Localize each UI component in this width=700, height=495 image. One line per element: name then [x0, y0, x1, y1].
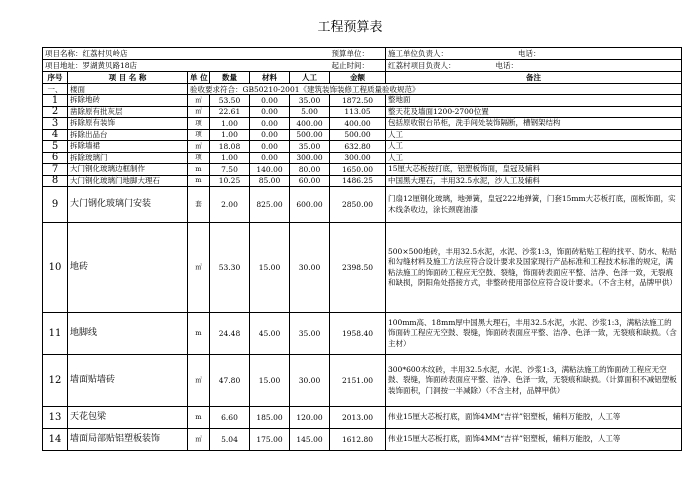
row-name: 拆除出品台: [68, 129, 188, 141]
row-qty: 53.50: [210, 95, 250, 107]
row-qty: 1.00: [210, 152, 250, 164]
row-name: 地脚线: [68, 313, 188, 355]
row-labor: 600.00: [290, 187, 330, 223]
row-labor: 60.00: [290, 175, 330, 187]
row-remark: 中国黑大理石，丰用32.5水泥，沙人工及辅料: [386, 175, 682, 187]
row-qty: 2.00: [210, 187, 250, 223]
header-material: 材料: [250, 72, 290, 84]
row-amount: 113.05: [330, 106, 386, 118]
row-remark: 人工: [386, 141, 682, 153]
header-item: 项 目 名 称: [68, 72, 188, 84]
row-qty: 18.08: [210, 141, 250, 153]
row-remark: 整地面: [386, 95, 682, 107]
table-row: [43, 175, 682, 187]
row-remark: 300*600木纹砖，丰用32.5水泥，水泥、沙浆1:3，满粘法施工的饰面砖工程应无空鼓、裂缝，饰面砖表面应平整、洁净、色泽一致，无裂痕和缺损。（计算面积不减铝塑板装饰面积，门洞按一半减除）（不含主材，品牌甲供）: [386, 355, 682, 407]
row-remark: 15厘大芯板按打底，铝塑板饰面，皇冠及辅料: [386, 164, 682, 176]
row-material: 0.00: [250, 106, 290, 118]
row-remark: 100mm高、18mm厚中国黑大理石，丰用32.5水泥，水泥、沙浆1:3，满粘法施工的饰面砖工程应无空鼓、裂缝，饰面砖表面应平整、洁净、色泽一致，无裂痕和缺损。（含主材）: [386, 313, 682, 355]
project-address: 项目地址：罗湖黄贝路18店: [43, 60, 330, 72]
row-name: 拆除玻璃门: [68, 152, 188, 164]
row-unit: m: [188, 407, 210, 429]
row-name: 墙面贴墙砖: [68, 355, 188, 407]
row-unit: ㎡: [188, 95, 210, 107]
row-labor: 35.00: [290, 313, 330, 355]
row-labor: 35.00: [290, 95, 330, 107]
table-row: [43, 129, 682, 141]
section-requirement: 验收要求符合：GB50210-2001《建筑装饰装修工程质量验收规范》: [188, 84, 682, 95]
row-material: 185.00: [250, 407, 290, 429]
row-qty: 53.30: [210, 223, 250, 313]
header-seq: 序号: [43, 72, 68, 84]
section-name: 楼面: [68, 84, 188, 95]
row-labor: 5.00: [290, 106, 330, 118]
row-material: 0.00: [250, 118, 290, 130]
row-name: 拆除原有装饰: [68, 118, 188, 130]
table-row: [43, 164, 682, 176]
table-row: [43, 106, 682, 118]
row-remark: 人工: [386, 152, 682, 164]
row-material: 15.00: [250, 355, 290, 407]
table-row: [43, 429, 682, 451]
row-name: 凿除原有批灰层: [68, 106, 188, 118]
row-qty: 22.61: [210, 106, 250, 118]
table-row: [43, 223, 682, 313]
row-unit: ㎡: [188, 429, 210, 451]
table-row: [43, 407, 682, 429]
row-seq: 8: [43, 175, 68, 187]
row-amount: 2850.00: [330, 187, 386, 223]
row-seq: 1: [43, 95, 68, 107]
row-material: 140.00: [250, 164, 290, 176]
row-qty: 1.00: [210, 129, 250, 141]
row-name: 大门钢化玻璃边框制作: [68, 164, 188, 176]
section-seq: 一、: [43, 84, 68, 95]
table-row: [43, 95, 682, 107]
row-seq: 5: [43, 141, 68, 153]
row-amount: 300.00: [330, 152, 386, 164]
row-unit: m: [188, 164, 210, 176]
row-amount: 400.00: [330, 118, 386, 130]
row-qty: 24.48: [210, 313, 250, 355]
row-labor: 30.00: [290, 223, 330, 313]
row-amount: 2151.00: [330, 355, 386, 407]
row-unit: ㎡: [188, 355, 210, 407]
row-material: 0.00: [250, 129, 290, 141]
row-material: 0.00: [250, 152, 290, 164]
row-amount: 2398.50: [330, 223, 386, 313]
row-amount: 1650.00: [330, 164, 386, 176]
row-qty: 7.50: [210, 164, 250, 176]
row-seq: 13: [43, 407, 68, 429]
start-time: 起止时间：: [330, 60, 386, 72]
row-material: 175.00: [250, 429, 290, 451]
row-unit: 套: [188, 187, 210, 223]
row-seq: 12: [43, 355, 68, 407]
row-seq: 7: [43, 164, 68, 176]
construction-lead: 施工单位负责人： 电话：: [386, 48, 682, 60]
row-material: 0.00: [250, 141, 290, 153]
table-row: [43, 313, 682, 355]
client-lead: 红荔村项目负责人： 电话：: [386, 60, 682, 72]
row-qty: 10.25: [210, 175, 250, 187]
row-unit: 项: [188, 152, 210, 164]
row-qty: 1.00: [210, 118, 250, 130]
row-name: 拆除地砖: [68, 95, 188, 107]
row-unit: m: [188, 175, 210, 187]
header-labor: 人工: [290, 72, 330, 84]
row-name: 地砖: [68, 223, 188, 313]
budget-table: [42, 47, 682, 451]
row-seq: 11: [43, 313, 68, 355]
row-seq: 3: [43, 118, 68, 130]
header-amount: 金额: [330, 72, 386, 84]
page-title: 工程预算表: [317, 20, 383, 35]
budget-unit: 预算单位：: [330, 48, 386, 60]
row-amount: 1958.40: [330, 313, 386, 355]
table-row: [43, 118, 682, 130]
row-amount: 1486.25: [330, 175, 386, 187]
row-unit: 项: [188, 129, 210, 141]
row-material: 825.00: [250, 187, 290, 223]
row-seq: 14: [43, 429, 68, 451]
row-name: 拆除墙裙: [68, 141, 188, 153]
row-unit: ㎡: [188, 106, 210, 118]
row-labor: 300.00: [290, 152, 330, 164]
row-amount: 1612.80: [330, 429, 386, 451]
row-remark: 包括原收银台吊柜，洗手间处装饰隔断，槽钢架结构: [386, 118, 682, 130]
row-material: 85.00: [250, 175, 290, 187]
row-amount: 2013.00: [330, 407, 386, 429]
info-row-2: [43, 60, 682, 72]
row-unit: ㎡: [188, 223, 210, 313]
row-name: 天花包梁: [68, 407, 188, 429]
row-seq: 9: [43, 187, 68, 223]
row-remark: 门扇12厘钢化玻璃，地弹簧，皇冠222地弹簧，门套15mm大芯板打底，面板饰面，实木线条收边，涂长颈鹿油漆: [386, 187, 682, 223]
row-qty: 47.80: [210, 355, 250, 407]
row-seq: 2: [43, 106, 68, 118]
row-seq: 10: [43, 223, 68, 313]
header-remark: 备注: [386, 72, 682, 84]
row-seq: 6: [43, 152, 68, 164]
header-qty: 数量: [210, 72, 250, 84]
row-labor: 400.00: [290, 118, 330, 130]
row-remark: 人工: [386, 129, 682, 141]
row-unit: 项: [188, 118, 210, 130]
row-remark: 整天花及墙面1200-2700位置: [386, 106, 682, 118]
row-remark: 伟业15厘大芯板打底，面饰4MM“吉祥”铝塑板，辅料万能胶，人工等: [386, 429, 682, 451]
row-labor: 145.00: [290, 429, 330, 451]
project-name: 项目名称：红荔村贝岭店: [43, 48, 330, 60]
row-remark: 500×500地砖，丰用32.5水泥，水泥、沙浆1:3，饰面砖粘贴工程的找平、防水、粘贴和勾缝材料及施工方法应符合设计要求及国家现行产品标准和工程技术标准的规定，满粘法施工的饰面砖工程应无空鼓、裂缝，饰面砖表面应平整、洁净、色泽一致，无裂痕和缺损，阴阳角处搭接方式，非整砖使用部位应符合设计要求。（不含主材，品牌甲供）: [386, 223, 682, 313]
row-labor: 80.00: [290, 164, 330, 176]
table-row: [43, 355, 682, 407]
row-qty: 5.04: [210, 429, 250, 451]
row-material: 45.00: [250, 313, 290, 355]
row-seq: 4: [43, 129, 68, 141]
row-labor: 120.00: [290, 407, 330, 429]
section-row: [43, 84, 682, 95]
row-name: 大门钢化玻璃门地脚大理石: [68, 175, 188, 187]
row-unit: m: [188, 313, 210, 355]
info-row-1: [43, 48, 682, 60]
row-amount: 632.80: [330, 141, 386, 153]
table-row: [43, 141, 682, 153]
row-material: 0.00: [250, 95, 290, 107]
row-amount: 1872.50: [330, 95, 386, 107]
row-material: 15.00: [250, 223, 290, 313]
row-remark: 伟业15厘大芯板打底，面饰4MM“吉祥”铝塑板，辅料万能胶，人工等: [386, 407, 682, 429]
row-amount: 500.00: [330, 129, 386, 141]
row-labor: 500.00: [290, 129, 330, 141]
header-row: [43, 72, 682, 84]
row-name: 墙面局部贴铝塑板装饰: [68, 429, 188, 451]
row-labor: 35.00: [290, 141, 330, 153]
table-row: [43, 187, 682, 223]
table-row: [43, 152, 682, 164]
row-unit: ㎡: [188, 141, 210, 153]
row-name: 大门钢化玻璃门安装: [68, 187, 188, 223]
header-unit: 单 位: [188, 72, 210, 84]
row-qty: 6.60: [210, 407, 250, 429]
row-labor: 30.00: [290, 355, 330, 407]
